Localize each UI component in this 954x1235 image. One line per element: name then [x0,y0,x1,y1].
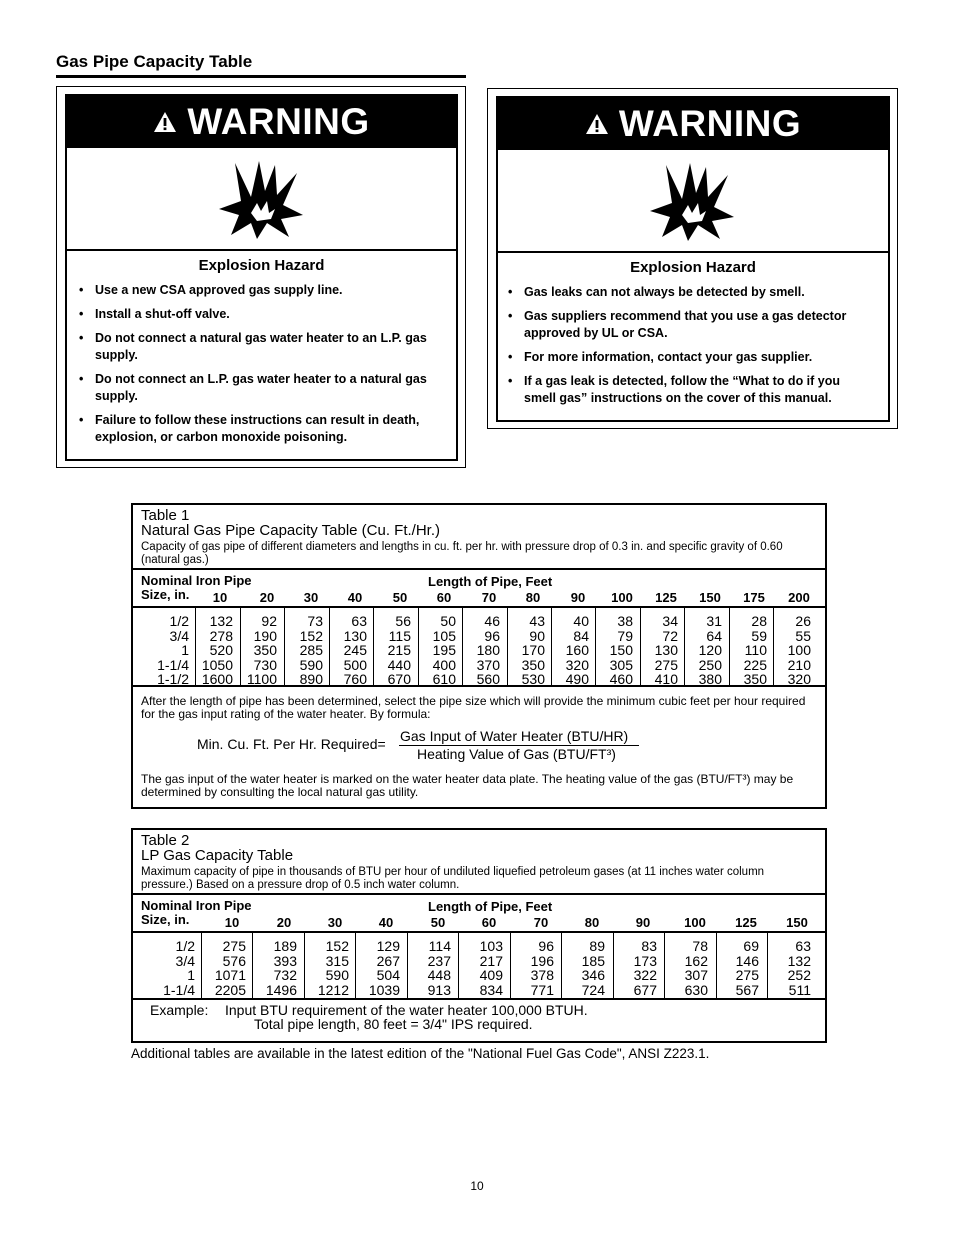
table-cell: 63 [795,938,811,954]
table-cell: 2205 [214,981,246,998]
table-cell: 610 [432,671,456,688]
table-cell: 1050 [201,656,233,673]
table-cell: 500 [343,656,367,673]
table-cell: 1600 [201,671,233,688]
warning-item: • Do not connect an L.P. gas water heater to a natural gas supply. [79,372,427,403]
example-line: Total pipe length, 80 feet = 3/4" IPS required. [254,1016,533,1032]
column-divider [240,608,241,685]
warning-triangle-icon [585,113,609,135]
table-cell: 630 [684,981,708,998]
table-cell: 890 [299,671,323,688]
table-cell: 504 [376,967,400,984]
column-divider [418,608,419,685]
table-cell: 267 [376,952,400,969]
table-cell: 50 [440,613,456,629]
length-header-cell: 10 [224,915,240,930]
column-divider [458,933,459,998]
table-title: Natural Gas Pipe Capacity Table (Cu. Ft./Hr.) [141,522,441,539]
formula-label: Min. Cu. Ft. Per Hr. Required= [197,736,386,752]
formula-numerator: Gas Input of Water Heater (BTU/HR) [400,728,629,744]
length-header-cell: 200 [788,590,810,605]
table-cell: 31 [706,613,722,629]
length-header-cell: 50 [392,590,408,605]
table-cell: 40 [573,613,589,629]
example-line: Input BTU requirement of the water heater 100,000 BTUH. [225,1002,588,1018]
column-header-row [133,570,825,608]
table-cell: 590 [325,967,349,984]
table-cell: 275 [654,656,678,673]
table-cell: 26 [795,613,811,629]
length-header-cell: 10 [212,590,228,605]
table-cell: 210 [787,656,811,673]
table-cell: 130 [654,642,678,659]
table-cell: 132 [209,613,233,629]
length-header-cell: 70 [533,915,549,930]
data-block [133,608,825,687]
table-cell: 130 [343,627,367,644]
table-cell: 252 [787,967,811,984]
warning-item: • For more information, contact your gas supplier. [508,350,813,364]
column-divider [201,933,202,998]
table-header [133,830,825,895]
column-divider [664,933,665,998]
table-cell: 34 [662,613,678,629]
warning-list [79,282,442,446]
table-cell: 64 [706,627,722,644]
table-cell: 89 [589,938,605,954]
table-cell: 275 [735,967,759,984]
table-cell: 250 [698,656,722,673]
length-header-cell: 30 [303,590,319,605]
warning-item: • Gas suppliers recommend that you use a gas detector approved by UL or CSA. [508,309,847,340]
table-header [133,505,825,570]
table-cell: 370 [476,656,500,673]
table-cell: 69 [743,938,759,954]
table-cell: 189 [273,938,297,954]
length-header-cell: 50 [430,915,446,930]
table-cell: 409 [479,967,503,984]
table-cell: 350 [743,671,767,688]
table-cell: 180 [476,642,500,659]
column-divider [613,933,614,998]
pipe-size-cell: 3/4 [175,952,195,969]
length-header-cell: 70 [481,590,497,605]
table-description: Maximum capacity of pipe in thousands of BTU per hour of undiluted liquefied petroleum gases (at 11 inches water column pressure.) Based on a pressure drop of 0.5 inch water column. [141,866,765,891]
column-divider [252,933,253,998]
table-cell: 724 [581,981,605,998]
table-cell: 440 [387,656,411,673]
table-cell: 530 [521,671,545,688]
explosion-icon [648,159,738,243]
table-cell: 760 [343,671,367,688]
table-cell: 1496 [265,981,297,998]
pipe-size-cell: 1/2 [169,613,189,629]
table-cell: 105 [432,627,456,644]
length-header-cell: 40 [347,590,363,605]
explosion-graphic [67,148,456,251]
lp-gas-table [131,828,827,1043]
length-header-cell: 60 [481,915,497,930]
table-cell: 448 [427,967,451,984]
length-header-cell: 80 [584,915,600,930]
table-cell: 160 [565,642,589,659]
note-paragraph: After the length of pipe has been determined, select the pipe size which will provide the minimum cubic feet per hour required for the gas input rating of the water heater. By formula: [141,694,806,721]
column-divider [195,608,196,685]
table-cell: 162 [684,952,708,969]
table-cell: 152 [325,938,349,954]
pipe-size-cell: 1-1/2 [157,671,189,688]
table-cell: 38 [617,613,633,629]
length-header-cell: 60 [436,590,452,605]
table-number: Table 2 [141,832,190,849]
explosion-icon [217,157,307,241]
table-cell: 350 [253,642,277,659]
table-cell: 56 [395,613,411,629]
table-cell: 46 [484,613,500,629]
length-header-cell: 40 [378,915,394,930]
note-paragraph: The gas input of the water heater is marked on the water heater data plate. The heating value of the gas (BTU/FT³) may be determined by consulting the local natural gas utility. [141,772,794,799]
pipe-size-cell: 1 [181,642,189,659]
warning-item: • Install a shut-off valve. [79,307,230,321]
table-cell: 307 [684,967,708,984]
warning-header [498,98,888,150]
example-label: Example: [150,1002,209,1018]
column-divider [773,608,774,685]
column-divider [373,608,374,685]
warning-item: • Gas leaks can not always be detected by smell. [508,285,805,299]
warning-title: WARNING [187,101,370,142]
column-divider [716,933,717,998]
warning-item: • Failure to follow these instructions can result in death, explosion, or carbon monoxide poisoning. [79,413,420,444]
table-cell: 195 [432,642,456,659]
warning-triangle-icon [153,111,177,133]
table-description: Capacity of gas pipe of different diameters and lengths in cu. ft. per hr. with pressure drop of 0.3 in. and specific gravity of 0.60 (natural gas.) [141,541,783,566]
section-title: Gas Pipe Capacity Table [56,52,253,71]
warning-box-left [56,86,466,468]
table-cell: 215 [387,642,411,659]
table-cell: 670 [387,671,411,688]
pipe-size-cell: 1-1/4 [163,981,195,998]
table-cell: 92 [261,613,277,629]
table-cell: 43 [529,613,545,629]
column-divider [767,933,768,998]
table-cell: 129 [376,938,400,954]
table-cell: 560 [476,671,500,688]
table-cell: 73 [307,613,323,629]
length-header-cell: 150 [786,915,808,930]
table-cell: 146 [735,952,759,969]
table-cell: 237 [427,952,451,969]
length-header-cell: 20 [259,590,275,605]
table-cell: 1039 [368,981,400,998]
table-cell: 315 [325,952,349,969]
table-cell: 511 [788,981,811,998]
column-divider [284,608,285,685]
warning-title: WARNING [618,103,802,144]
table-cell: 520 [209,642,233,659]
length-header-cell: 150 [699,590,721,605]
table-cell: 96 [538,938,554,954]
column-divider [684,608,685,685]
table-cell: 393 [273,952,297,969]
table-cell: 63 [351,613,367,629]
hazard-title: Explosion Hazard [630,259,756,276]
table-cell: 378 [530,967,554,984]
warning-item: • If a gas leak is detected, follow the “What to do if you smell gas” instructions on the cover of this manual. [508,374,841,405]
table-cell: 150 [609,642,633,659]
column-divider [462,608,463,685]
length-header-cell: 125 [655,590,677,605]
table-cell: 490 [565,671,589,688]
column-divider [329,608,330,685]
table-cell: 28 [751,613,767,629]
table-cell: 677 [633,981,657,998]
length-header-cell: 90 [635,915,651,930]
table-cell: 100 [787,642,811,659]
table-cell: 115 [388,627,411,644]
table-cell: 79 [617,627,633,644]
natural-gas-table [131,503,827,809]
table-cell: 114 [428,938,451,954]
column-divider [561,933,562,998]
column-divider [595,608,596,685]
length-header: Length of Pipe, Feet [428,574,553,589]
length-header-cell: 30 [327,915,343,930]
table-cell: 410 [654,671,678,688]
table-cell: 1100 [246,671,277,688]
data-block [133,933,825,1000]
table-cell: 225 [743,656,767,673]
table-cell: 120 [698,642,722,659]
page-number: 10 [470,1179,484,1193]
table-cell: 322 [633,967,657,984]
table-cell: 55 [795,627,811,644]
table-cell: 196 [530,952,554,969]
table-cell: 771 [530,981,554,998]
pipe-size-cell: 1/2 [175,938,195,954]
length-header-cell: 125 [735,915,757,930]
table-cell: 275 [222,938,246,954]
column-divider [507,608,508,685]
table-cell: 567 [735,981,759,998]
length-header-cell: 20 [276,915,292,930]
pipe-size-cell: 3/4 [169,627,189,644]
table-cell: 346 [581,967,605,984]
length-header-cell: 80 [525,590,541,605]
pipe-size-cell: 1-1/4 [157,656,189,673]
table-cell: 1071 [214,967,246,984]
pipe-size-header: Nominal Iron Pipe Size, in. [141,898,252,927]
table-cell: 834 [479,981,503,998]
length-header-cell: 175 [743,590,765,605]
table-cell: 400 [432,656,456,673]
table-cell: 103 [479,938,503,954]
table-cell: 96 [484,627,500,644]
column-divider [640,608,641,685]
pipe-size-header: Nominal Iron Pipe Size, in. [141,573,252,602]
table-cell: 173 [633,952,657,969]
hazard-title: Explosion Hazard [198,257,325,274]
table-cell: 320 [565,656,589,673]
table-cell: 278 [209,627,233,644]
table-cell: 380 [698,671,722,688]
length-header-cell: 90 [570,590,586,605]
table-cell: 460 [609,671,633,688]
table-cell: 152 [299,627,323,644]
length-header: Length of Pipe, Feet [428,899,553,914]
footer-note: Additional tables are available in the latest edition of the "National Fuel Gas Code", ANSI Z223.1. [131,1046,710,1061]
table-cell: 305 [609,656,633,673]
table-cell: 90 [529,627,545,644]
length-header-cell: 100 [684,915,706,930]
table-cell: 110 [744,642,767,659]
table-number: Table 1 [141,507,190,524]
table-title: LP Gas Capacity Table [141,847,294,864]
table-cell: 185 [581,952,605,969]
warning-item: • Do not connect a natural gas water heater to an L.P. gas supply. [79,331,427,362]
table-cell: 576 [222,952,246,969]
table-cell: 190 [253,627,277,644]
pipe-size-cell: 1 [187,967,195,984]
table-cell: 732 [273,967,297,984]
table-cell: 245 [343,642,367,659]
table-cell: 285 [299,642,323,659]
formula-denominator: Heating Value of Gas (BTU/FT³) [417,746,616,762]
table-cell: 217 [479,952,503,969]
warning-item: • Use a new CSA approved gas supply line. [79,283,343,297]
table-cell: 84 [573,627,589,644]
explosion-graphic [498,150,888,253]
table-cell: 590 [299,656,323,673]
section-divider [56,75,466,78]
table-cell: 1212 [317,981,349,998]
column-divider [729,608,730,685]
column-divider [304,933,305,998]
table-cell: 59 [751,627,767,644]
column-header-row [133,895,825,933]
table-cell: 83 [641,938,657,954]
table-cell: 730 [253,656,277,673]
column-divider [510,933,511,998]
table-cell: 913 [427,981,451,998]
length-header-cell: 100 [611,590,633,605]
table-cell: 350 [521,656,545,673]
table-cell: 170 [521,642,545,659]
table-cell: 78 [692,938,708,954]
table-cell: 320 [787,671,811,688]
warning-list [508,284,874,407]
table-cell: 132 [787,952,811,969]
column-divider [407,933,408,998]
table-cell: 72 [662,627,678,644]
column-divider [355,933,356,998]
column-divider [551,608,552,685]
warning-box-right [487,88,898,429]
warning-header [67,96,456,148]
